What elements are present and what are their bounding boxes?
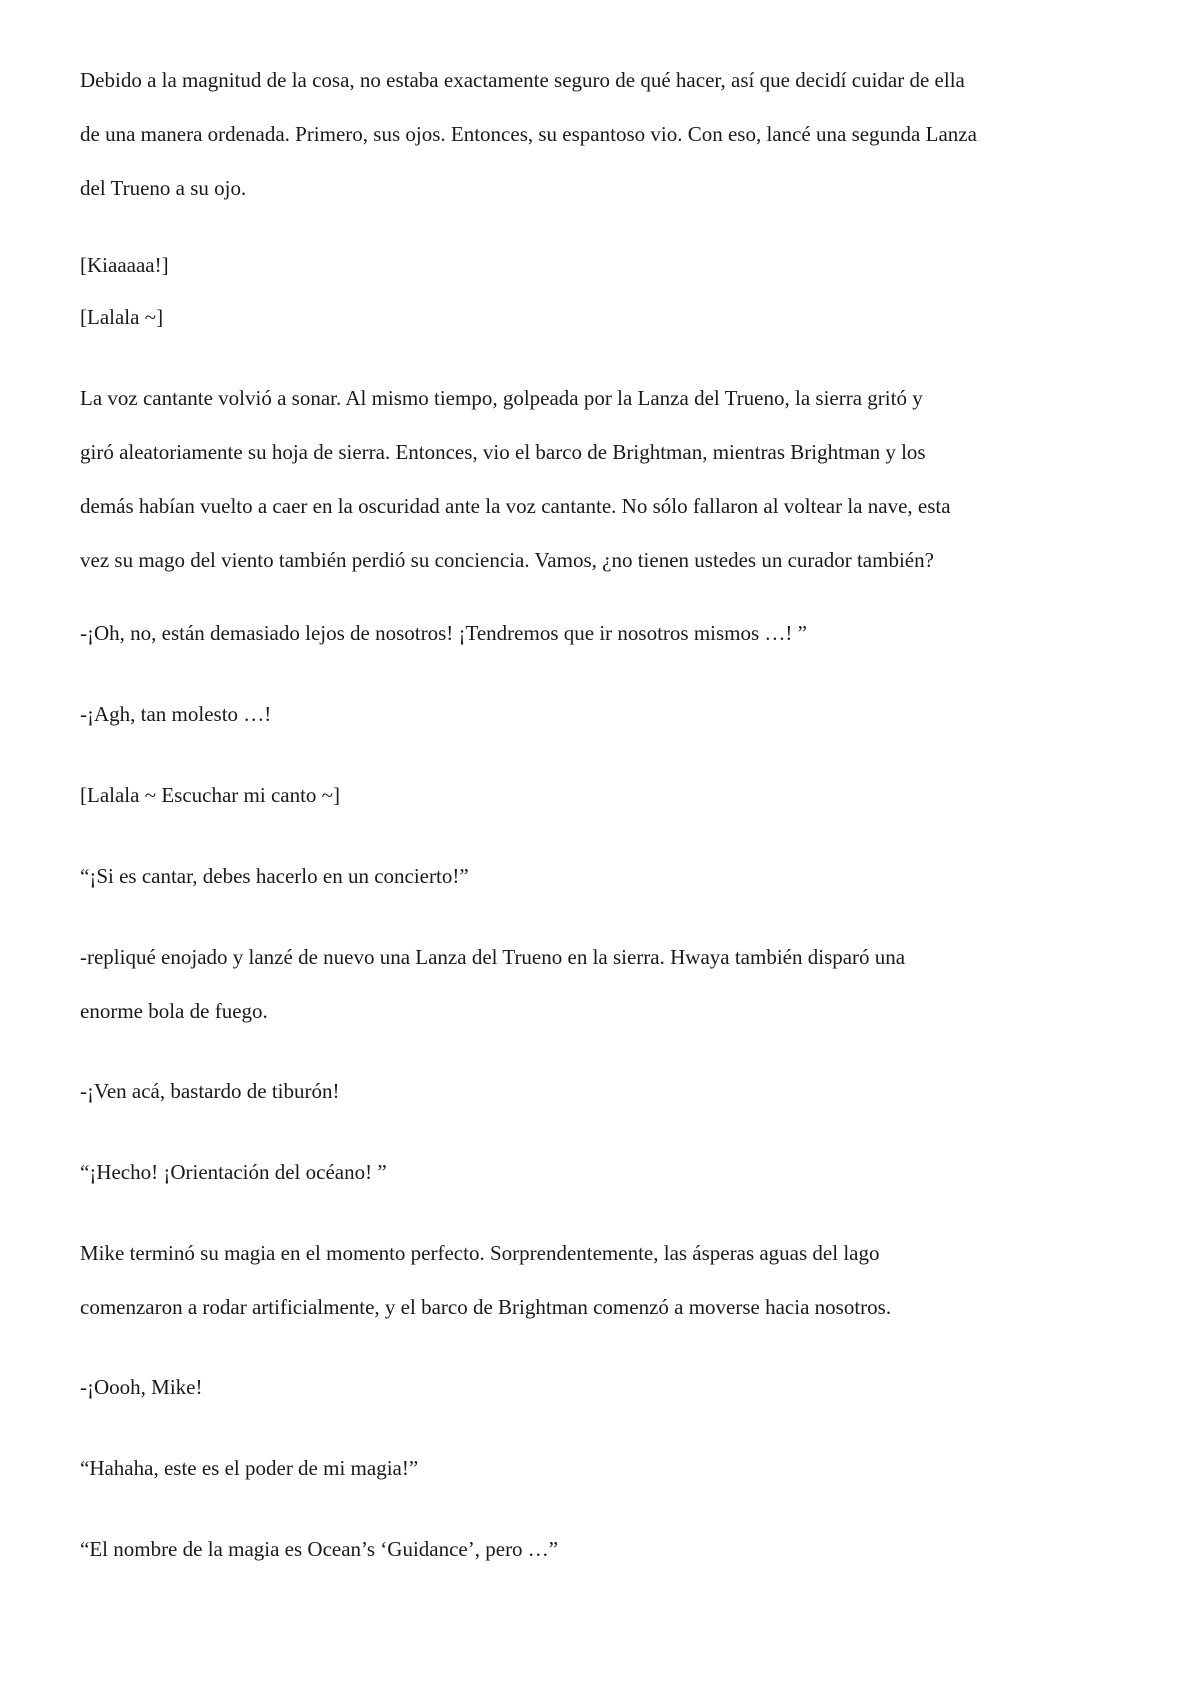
dialogue-line — [80, 699, 1120, 729]
text-line: “El nombre de la magia es Ocean’s ‘Guidance’, pero …” — [80, 1537, 559, 1561]
dialogue-line — [80, 1534, 1120, 1564]
text-line: -¡Ven acá, bastardo de tiburón! — [80, 1079, 340, 1103]
text-line: Debido a la magnitud de la cosa, no estaba exactamente seguro de qué hacer, así que decidí cuidar de ella — [80, 68, 965, 92]
paragraph-narration — [80, 371, 1120, 587]
text-line: comenzaron a rodar artificialmente, y el barco de Brightman comenzó a moverse hacia nosotros. — [80, 1295, 892, 1319]
text-line: -¡Agh, tan molesto …! — [80, 702, 272, 726]
text-line: [Kiaaaaa!] — [80, 253, 169, 277]
text-line: -¡Oh, no, están demasiado lejos de nosotros! ¡Tendremos que ir nosotros mismos …! ” — [80, 621, 807, 645]
text-line: -¡Oooh, Mike! — [80, 1375, 203, 1399]
dialogue-line — [80, 1157, 1120, 1187]
text-line: La voz cantante volvió a sonar. Al mismo tiempo, golpeada por la Lanza del Trueno, la sierra gritó y — [80, 386, 923, 410]
text-line: Mike terminó su magia en el momento perfecto. Sorprendentemente, las ásperas aguas del lago — [80, 1241, 880, 1265]
text-line: “¡Si es cantar, debes hacerlo en un concierto!” — [80, 864, 469, 888]
sound-effect-line — [80, 250, 1120, 280]
text-line: giró aleatoriamente su hoja de sierra. Entonces, vio el barco de Brightman, mientras Brightman y los — [80, 440, 926, 464]
dialogue-line — [80, 1076, 1120, 1106]
paragraph-reply — [80, 930, 1120, 1038]
dialogue-line — [80, 861, 1120, 891]
paragraph-intro — [80, 53, 1120, 215]
text-line: “¡Hecho! ¡Orientación del océano! ” — [80, 1160, 387, 1184]
text-line: “Hahaha, este es el poder de mi magia!” — [80, 1456, 419, 1480]
text-line: enorme bola de fuego. — [80, 999, 268, 1023]
text-line: de una manera ordenada. Primero, sus ojos. Entonces, su espantoso vio. Con eso, lancé una segunda Lanza — [80, 122, 977, 146]
text-line: vez su mago del viento también perdió su conciencia. Vamos, ¿no tienen ustedes un curador también? — [80, 548, 934, 572]
song-line — [80, 780, 1120, 810]
dialogue-line — [80, 1453, 1120, 1483]
song-line — [80, 302, 1120, 332]
text-line: demás habían vuelto a caer en la oscuridad ante la voz cantante. No sólo fallaron al voltear la nave, esta — [80, 494, 951, 518]
text-line: [Lalala ~ Escuchar mi canto ~] — [80, 783, 341, 807]
text-line: [Lalala ~] — [80, 305, 164, 329]
text-line: -repliqué enojado y lanzé de nuevo una Lanza del Trueno en la sierra. Hwaya también disparó una — [80, 945, 906, 969]
dialogue-line — [80, 618, 1120, 648]
text-line: del Trueno a su ojo. — [80, 176, 247, 200]
paragraph-mike — [80, 1226, 1120, 1334]
dialogue-line — [80, 1372, 1120, 1402]
